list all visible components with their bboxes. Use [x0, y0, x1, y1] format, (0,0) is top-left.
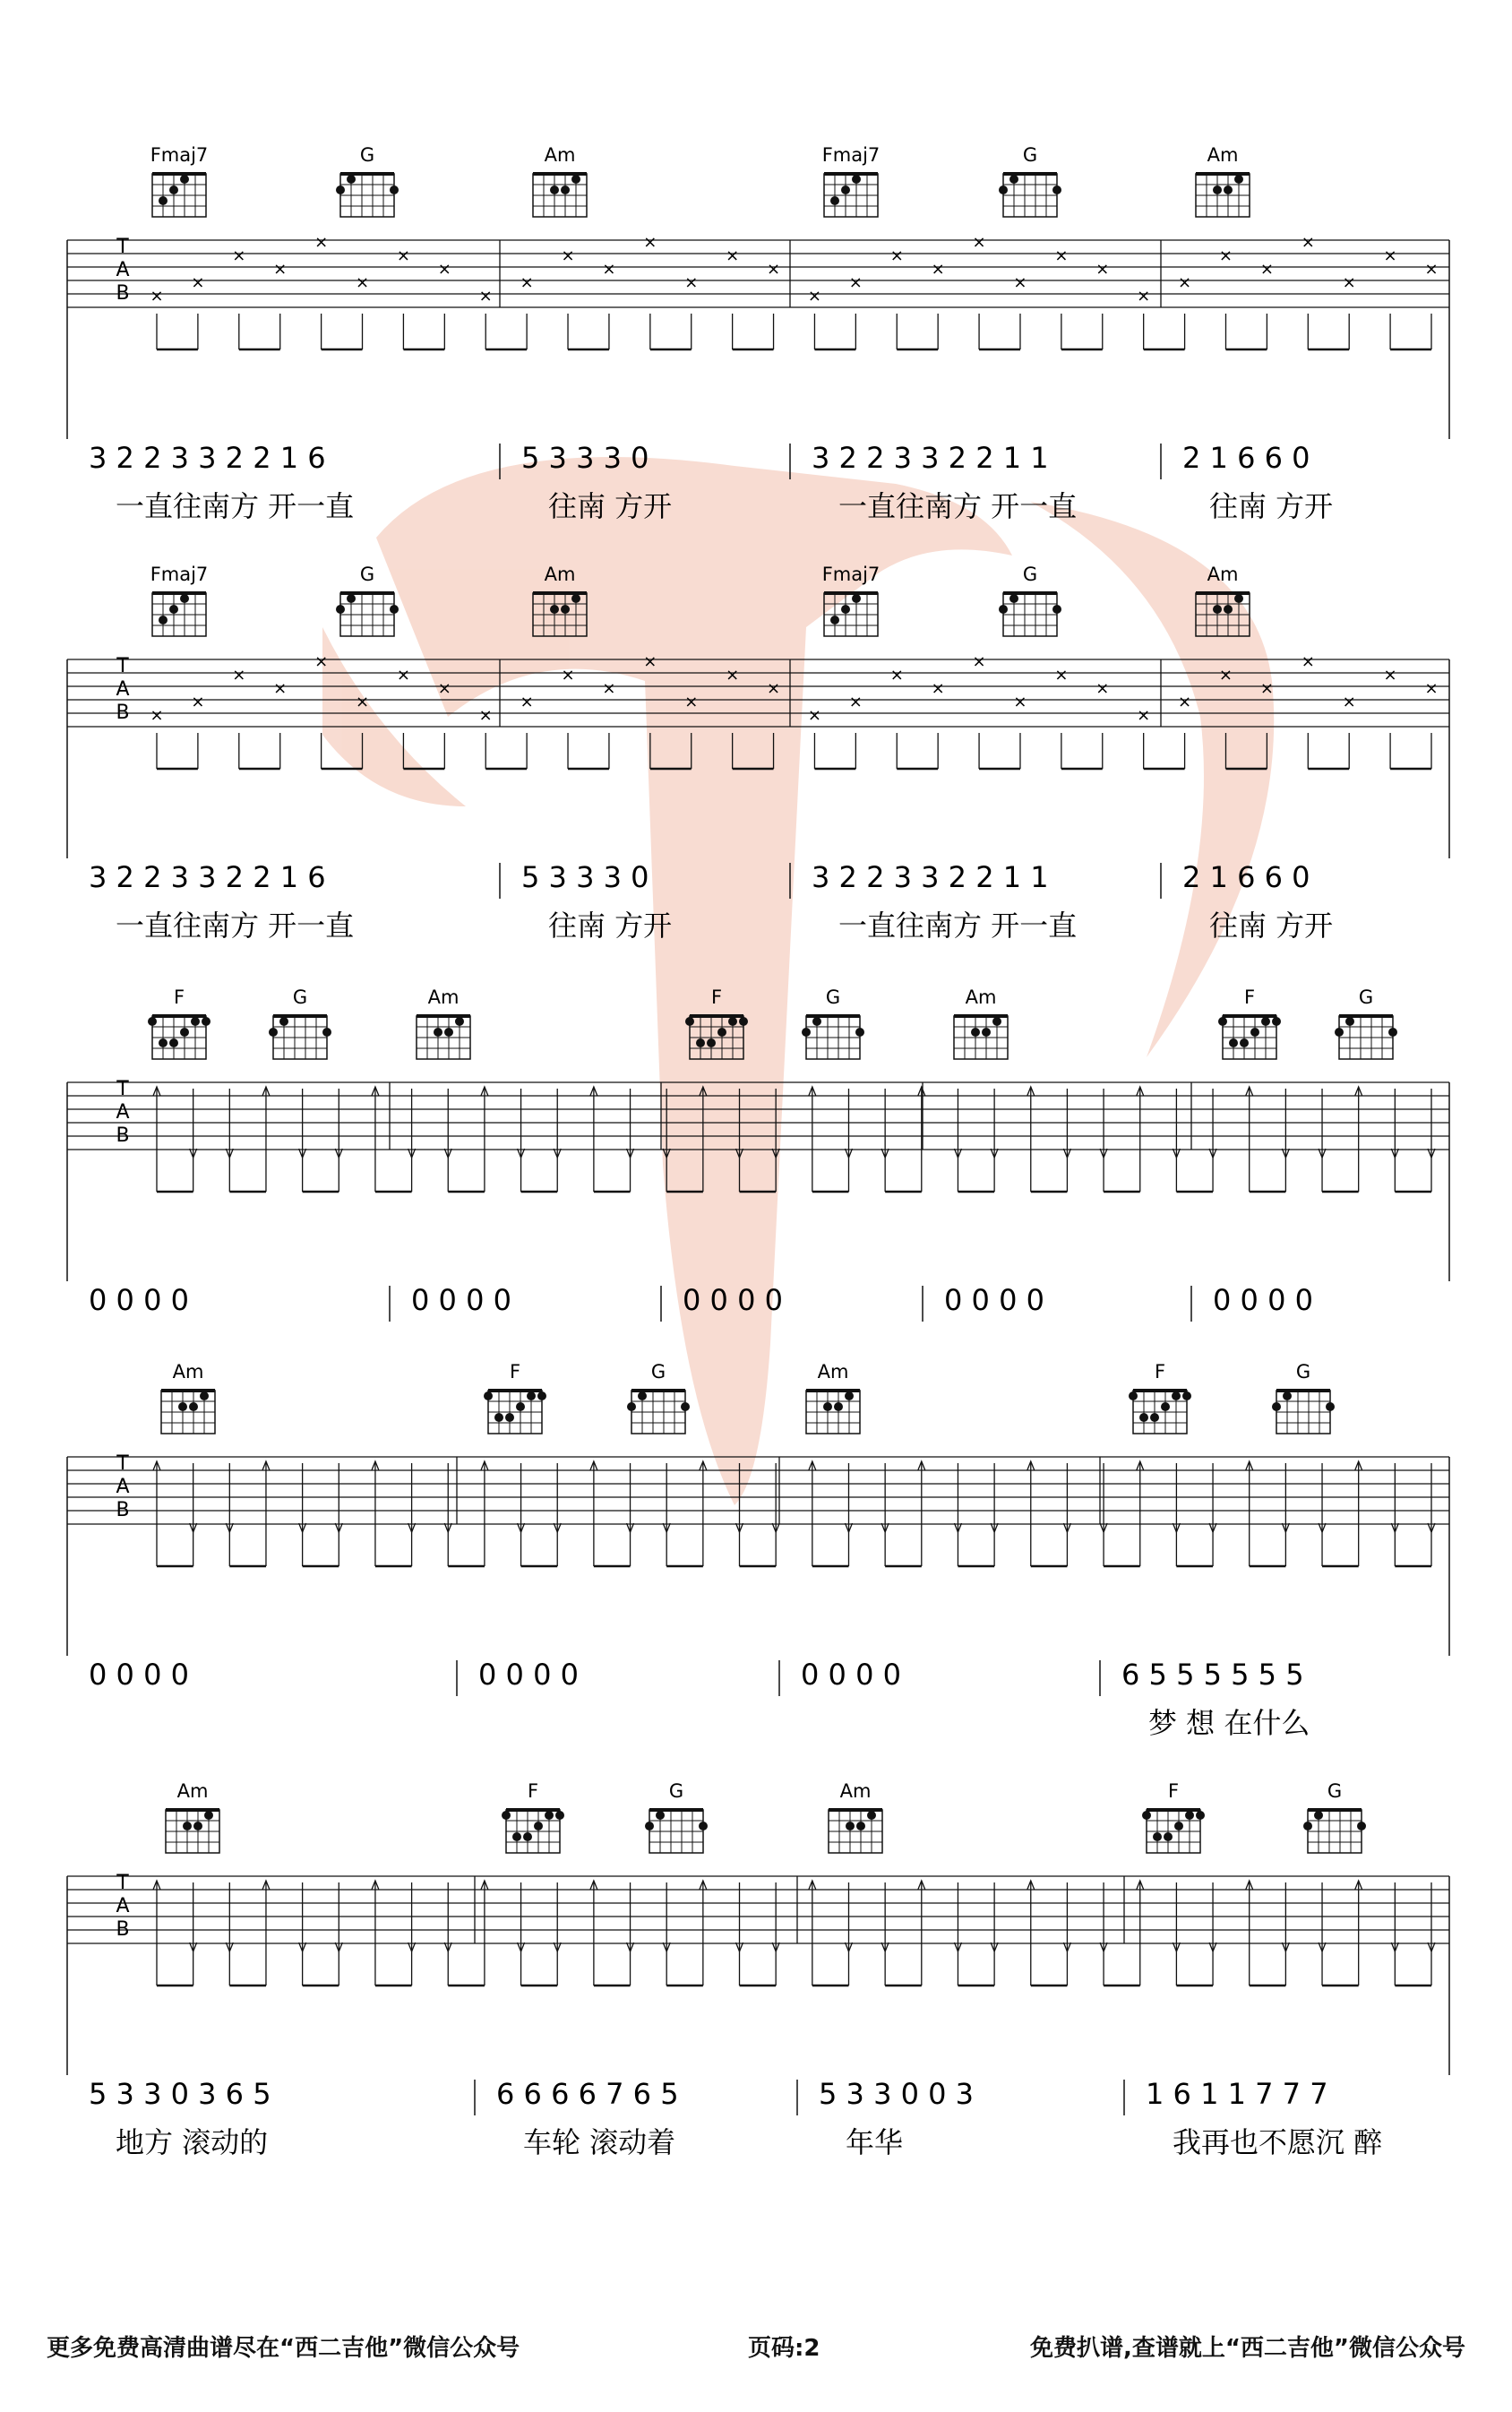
jianpu-notes: 1 6 1 1 7 7 7 — [1146, 2077, 1328, 2111]
chord-name: F — [1154, 1361, 1166, 1383]
finger-dot — [347, 175, 356, 184]
lyrics: 往南 方开 — [1209, 489, 1334, 523]
tab-note-mark: × — [1259, 679, 1274, 698]
finger-dot — [1240, 1038, 1249, 1047]
chord-name: F — [173, 986, 185, 1008]
finger-dot — [169, 185, 178, 194]
finger-dot — [390, 185, 399, 194]
tab-note-mark: × — [150, 287, 164, 306]
finger-dot — [1224, 185, 1233, 194]
finger-dot — [1213, 605, 1222, 614]
tab-note-mark: × — [314, 233, 329, 252]
chord-name: Am — [817, 1361, 849, 1383]
tab-note-mark: × — [889, 666, 904, 685]
jianpu-notes: 3 2 2 3 3 2 2 1 1 — [812, 860, 1049, 894]
chord-name: G — [359, 144, 375, 166]
tab-note-mark: × — [232, 666, 246, 685]
finger-dot — [867, 1811, 876, 1820]
chord-diagram-f — [484, 1361, 546, 1434]
lyrics: 梦 想 在什么 — [1148, 1706, 1310, 1740]
chord-name: Am — [544, 144, 576, 166]
tab-note-mark: × — [726, 246, 740, 265]
chord-name: G — [668, 1780, 684, 1802]
tab-note-mark: × — [1013, 693, 1027, 711]
chord-name: G — [359, 564, 375, 585]
chord-name: G — [1358, 986, 1374, 1008]
finger-dot — [1052, 185, 1061, 194]
tab-note-mark: × — [355, 273, 370, 292]
tab-note-mark: × — [931, 679, 945, 698]
tab-letter: B — [116, 1918, 130, 1941]
tab-note-mark: × — [355, 693, 370, 711]
tab-note-mark: × — [726, 666, 740, 685]
tab-system — [67, 1452, 1449, 1740]
chord-diagram-am — [1196, 144, 1250, 217]
chord-diagram-fmaj7 — [150, 144, 209, 217]
finger-dot — [699, 1822, 708, 1831]
finger-dot — [1335, 1028, 1344, 1037]
jianpu-notes: 3 2 2 3 3 2 2 1 6 — [89, 860, 326, 894]
tab-note-mark: × — [684, 693, 699, 711]
jianpu-notes: 6 5 5 5 5 5 5 — [1121, 1658, 1304, 1692]
finger-dot — [322, 1028, 331, 1037]
finger-dot — [802, 1028, 811, 1037]
finger-dot — [1218, 1017, 1227, 1026]
tab-note-mark: × — [931, 260, 945, 279]
finger-dot — [830, 196, 839, 205]
finger-dot — [484, 1391, 493, 1400]
finger-dot — [739, 1017, 748, 1026]
finger-dot — [627, 1402, 636, 1411]
tab-note-mark: × — [561, 666, 575, 685]
tab-note-mark: × — [848, 693, 863, 711]
jianpu-notes: 0 0 0 0 — [683, 1283, 783, 1317]
tab-note-mark: × — [684, 273, 699, 292]
finger-dot — [148, 1017, 157, 1026]
tab-letter: A — [116, 678, 130, 701]
chord-name: Am — [172, 1361, 204, 1383]
tab-letter: T — [116, 236, 129, 258]
finger-dot — [180, 1028, 189, 1037]
lyrics: 我再也不愿沉 醉 — [1173, 2125, 1383, 2159]
finger-dot — [685, 1017, 694, 1026]
finger-dot — [999, 605, 1008, 614]
lyrics: 往南 方开 — [548, 489, 673, 523]
jianpu-notes: 0 0 0 0 — [1213, 1283, 1313, 1317]
tab-note-mark: × — [1301, 233, 1315, 252]
finger-dot — [638, 1391, 647, 1400]
chord-name: Am — [965, 986, 997, 1008]
finger-dot — [159, 1038, 168, 1047]
chord-diagram-f — [1142, 1780, 1205, 1853]
finger-dot — [1139, 1413, 1148, 1422]
chord-diagram-am — [829, 1780, 882, 1853]
chord-diagram-am — [161, 1361, 215, 1434]
finger-dot — [434, 1028, 442, 1037]
tab-letter: B — [116, 1124, 130, 1147]
finger-dot — [855, 1028, 864, 1037]
finger-dot — [571, 175, 580, 184]
chord-diagram-g — [802, 986, 864, 1059]
finger-dot — [336, 605, 345, 614]
tab-note-mark: × — [561, 246, 575, 265]
tab-note-mark: × — [1218, 246, 1233, 265]
finger-dot — [728, 1017, 737, 1026]
chord-name: F — [1167, 1780, 1180, 1802]
chord-name: G — [825, 986, 841, 1008]
finger-dot — [707, 1038, 716, 1047]
chord-diagram-fmaj7 — [150, 564, 209, 636]
chord-diagram-g — [645, 1780, 708, 1853]
chord-name: G — [1022, 144, 1038, 166]
finger-dot — [523, 1832, 532, 1841]
chord-diagram-am — [954, 986, 1008, 1059]
finger-dot — [516, 1402, 525, 1411]
finger-dot — [971, 1028, 980, 1037]
finger-dot — [159, 616, 168, 625]
tab-note-mark: × — [191, 273, 205, 292]
chord-name: F — [527, 1780, 539, 1802]
finger-dot — [200, 1391, 209, 1400]
finger-dot — [204, 1811, 213, 1820]
tab-note-mark: × — [1054, 666, 1069, 685]
chord-name: F — [509, 1361, 521, 1383]
chord-name: Am — [1207, 564, 1239, 585]
finger-dot — [856, 1822, 865, 1831]
finger-dot — [169, 605, 178, 614]
tab-note-mark: × — [1137, 706, 1151, 725]
tab-note-mark: × — [1424, 260, 1439, 279]
finger-dot — [202, 1017, 210, 1026]
finger-dot — [191, 1017, 200, 1026]
finger-dot — [561, 605, 570, 614]
finger-dot — [455, 1017, 464, 1026]
finger-dot — [841, 185, 850, 194]
lyrics: 一直往南方 开一直 — [116, 489, 355, 523]
tab-note-mark: × — [889, 246, 904, 265]
jianpu-notes: 0 0 0 0 — [89, 1658, 189, 1692]
finger-dot — [1052, 605, 1061, 614]
finger-dot — [1250, 1028, 1259, 1037]
finger-dot — [982, 1028, 991, 1037]
tab-note-mark: × — [478, 706, 493, 725]
chord-diagram-g — [336, 144, 399, 217]
tab-letter: T — [116, 655, 129, 677]
watermark-logo — [322, 457, 1274, 1505]
tab-letter: A — [116, 259, 130, 281]
finger-dot — [1283, 1391, 1292, 1400]
tab-note-mark: × — [273, 260, 288, 279]
finger-dot — [999, 185, 1008, 194]
finger-dot — [336, 185, 345, 194]
finger-dot — [1142, 1811, 1151, 1820]
chord-diagram-am — [417, 986, 470, 1059]
jianpu-notes: 2 1 6 6 0 — [1182, 441, 1310, 475]
finger-dot — [1153, 1832, 1162, 1841]
tab-letter: A — [116, 1476, 130, 1498]
finger-dot — [1234, 594, 1243, 603]
finger-dot — [992, 1017, 1001, 1026]
tab-note-mark: × — [1218, 666, 1233, 685]
jianpu-notes: 2 1 6 6 0 — [1182, 860, 1310, 894]
finger-dot — [1314, 1811, 1323, 1820]
finger-dot — [1009, 175, 1018, 184]
finger-dot — [830, 616, 839, 625]
finger-dot — [812, 1017, 821, 1026]
tab-letter: A — [116, 1895, 130, 1917]
finger-dot — [1326, 1402, 1335, 1411]
tab-letter: T — [116, 1452, 129, 1475]
chord-name: G — [292, 986, 308, 1008]
tab-note-mark: × — [1137, 287, 1151, 306]
finger-dot — [189, 1402, 198, 1411]
tab-note-mark: × — [437, 260, 451, 279]
finger-dot — [180, 175, 189, 184]
chord-diagram-am — [806, 1361, 860, 1434]
chord-diagram-g — [999, 144, 1061, 217]
chord-diagram-g — [269, 986, 331, 1059]
chord-name: G — [650, 1361, 666, 1383]
finger-dot — [279, 1017, 288, 1026]
finger-dot — [193, 1822, 202, 1831]
finger-dot — [561, 185, 570, 194]
jianpu-notes: 0 0 0 0 — [801, 1658, 901, 1692]
chord-name: Fmaj7 — [821, 564, 881, 585]
lyrics: 一直往南方 开一直 — [838, 489, 1078, 523]
finger-dot — [852, 594, 861, 603]
tab-note-mark: × — [643, 652, 657, 671]
tab-note-mark: × — [602, 260, 616, 279]
jianpu-notes: 5 3 3 0 0 3 — [819, 2077, 975, 2111]
jianpu-notes: 0 0 0 0 — [89, 1283, 189, 1317]
chord-diagram-f — [1129, 1361, 1191, 1434]
finger-dot — [1009, 594, 1018, 603]
finger-dot — [846, 1822, 855, 1831]
finger-dot — [845, 1391, 854, 1400]
finger-dot — [1345, 1017, 1354, 1026]
finger-dot — [1172, 1391, 1181, 1400]
footer-right-text: 免费扒谱,查谱就上“西二吉他”微信公众号 — [1029, 2335, 1465, 2362]
jianpu-notes: 3 2 2 3 3 2 2 1 1 — [812, 441, 1049, 475]
tab-note-mark: × — [232, 246, 246, 265]
finger-dot — [512, 1832, 521, 1841]
tab-note-mark: × — [437, 679, 451, 698]
finger-dot — [545, 1811, 554, 1820]
page-number: 页码:2 — [748, 2335, 820, 2362]
finger-dot — [1196, 1811, 1205, 1820]
jianpu-notes: 5 3 3 3 0 — [521, 860, 649, 894]
finger-dot — [1261, 1017, 1270, 1026]
finger-dot — [502, 1811, 511, 1820]
lyrics: 地方 滚动的 — [116, 2125, 269, 2159]
finger-dot — [656, 1811, 665, 1820]
finger-dot — [645, 1822, 654, 1831]
lyrics: 一直往南方 开一直 — [116, 909, 355, 943]
finger-dot — [505, 1413, 514, 1422]
chord-diagram-f — [1218, 986, 1281, 1059]
tab-note-mark: × — [807, 287, 821, 306]
tab-note-mark: × — [643, 233, 657, 252]
tab-letter: T — [116, 1078, 129, 1100]
finger-dot — [1224, 605, 1233, 614]
chord-diagram-f — [502, 1780, 564, 1853]
finger-dot — [183, 1822, 192, 1831]
chord-name: Am — [839, 1780, 872, 1802]
tab-note-mark: × — [1342, 273, 1356, 292]
tab-note-mark: × — [1054, 246, 1069, 265]
finger-dot — [1174, 1822, 1183, 1831]
finger-dot — [834, 1402, 843, 1411]
chord-diagram-g — [627, 1361, 690, 1434]
finger-dot — [178, 1402, 187, 1411]
tab-note-mark: × — [273, 679, 288, 698]
chord-name: Fmaj7 — [150, 564, 209, 585]
tab-note-mark: × — [1259, 260, 1274, 279]
lyrics: 往南 方开 — [1209, 909, 1334, 943]
finger-dot — [1388, 1028, 1397, 1037]
chord-name: Fmaj7 — [150, 144, 209, 166]
tab-note-mark: × — [314, 652, 329, 671]
finger-dot — [1272, 1017, 1281, 1026]
tab-note-mark: × — [150, 706, 164, 725]
finger-dot — [852, 175, 861, 184]
finger-dot — [1182, 1391, 1191, 1400]
tab-note-mark: × — [1342, 693, 1356, 711]
finger-dot — [696, 1038, 705, 1047]
tab-note-mark: × — [191, 693, 205, 711]
finger-dot — [550, 185, 559, 194]
tab-note-mark: × — [396, 666, 410, 685]
jianpu-notes: 0 0 0 0 — [411, 1283, 511, 1317]
tab-note-mark: × — [767, 260, 781, 279]
finger-dot — [494, 1413, 503, 1422]
tab-note-mark: × — [1301, 652, 1315, 671]
finger-dot — [555, 1811, 564, 1820]
tab-note-mark: × — [478, 287, 493, 306]
tab-letter: T — [116, 1872, 129, 1894]
chord-name: Fmaj7 — [821, 144, 881, 166]
finger-dot — [1357, 1822, 1366, 1831]
finger-dot — [681, 1402, 690, 1411]
tab-note-mark: × — [1383, 246, 1397, 265]
finger-dot — [1185, 1811, 1194, 1820]
tab-note-mark: × — [848, 273, 863, 292]
tab-letter: B — [116, 282, 130, 305]
tab-note-mark: × — [1178, 693, 1192, 711]
finger-dot — [347, 594, 356, 603]
finger-dot — [550, 605, 559, 614]
finger-dot — [269, 1028, 278, 1037]
finger-dot — [534, 1822, 543, 1831]
chord-name: Am — [1207, 144, 1239, 166]
lyrics: 年华 — [846, 2125, 904, 2159]
jianpu-notes: 0 0 0 0 — [944, 1283, 1044, 1317]
finger-dot — [444, 1028, 453, 1037]
chord-diagram-am — [166, 1780, 219, 1853]
tab-note-mark: × — [1383, 666, 1397, 685]
chord-diagram-g — [999, 564, 1061, 636]
tab-note-mark: × — [602, 679, 616, 698]
chord-name: G — [1022, 564, 1038, 585]
finger-dot — [823, 1402, 832, 1411]
chord-diagram-g — [1335, 986, 1397, 1059]
jianpu-notes: 0 0 0 0 — [478, 1658, 579, 1692]
finger-dot — [390, 605, 399, 614]
finger-dot — [527, 1391, 536, 1400]
finger-dot — [1272, 1402, 1281, 1411]
jianpu-notes: 3 2 2 3 3 2 2 1 6 — [89, 441, 326, 475]
tab-note-mark: × — [1013, 273, 1027, 292]
finger-dot — [571, 594, 580, 603]
chord-diagram-am — [533, 144, 587, 217]
tab-letter: B — [116, 1499, 130, 1521]
finger-dot — [841, 605, 850, 614]
tab-note-mark: × — [972, 233, 986, 252]
finger-dot — [1164, 1832, 1173, 1841]
chord-diagram-fmaj7 — [822, 144, 881, 217]
finger-dot — [1161, 1402, 1170, 1411]
jianpu-notes: 5 3 3 3 0 — [521, 441, 649, 475]
tab-letter: B — [116, 702, 130, 724]
tab-note-mark: × — [767, 679, 781, 698]
chord-name: G — [1327, 1780, 1343, 1802]
tab-system — [67, 1872, 1449, 2159]
lyrics: 一直往南方 开一直 — [838, 909, 1078, 943]
chord-name: Am — [176, 1780, 209, 1802]
tab-note-mark: × — [1424, 679, 1439, 698]
tab-note-mark: × — [807, 706, 821, 725]
finger-dot — [159, 196, 168, 205]
chord-name: Am — [427, 986, 460, 1008]
finger-dot — [1213, 185, 1222, 194]
chord-name: F — [1243, 986, 1256, 1008]
chord-name: Am — [544, 564, 576, 585]
chord-diagram-g — [1272, 1361, 1335, 1434]
chord-name: F — [710, 986, 723, 1008]
tab-note-mark: × — [972, 652, 986, 671]
finger-dot — [1229, 1038, 1238, 1047]
tab-letter: A — [116, 1101, 130, 1124]
finger-dot — [1150, 1413, 1159, 1422]
tab-note-mark: × — [520, 693, 534, 711]
tab-note-mark: × — [1095, 679, 1110, 698]
finger-dot — [1129, 1391, 1138, 1400]
finger-dot — [1234, 175, 1243, 184]
tab-note-mark: × — [520, 273, 534, 292]
finger-dot — [169, 1038, 178, 1047]
chord-name: G — [1295, 1361, 1311, 1383]
tab-note-mark: × — [396, 246, 410, 265]
finger-dot — [537, 1391, 546, 1400]
jianpu-notes: 6 6 6 6 7 6 5 — [496, 2077, 679, 2111]
chord-diagram-f — [148, 986, 210, 1059]
finger-dot — [717, 1028, 726, 1037]
lyrics: 车轮 滚动着 — [523, 2125, 676, 2159]
chord-diagram-g — [336, 564, 399, 636]
jianpu-notes: 5 3 3 0 3 6 5 — [89, 2077, 271, 2111]
footer-left-text: 更多免费高清曲谱尽在“西二吉他”微信公众号 — [47, 2335, 520, 2362]
tab-note-mark: × — [1095, 260, 1110, 279]
lyrics: 往南 方开 — [548, 909, 673, 943]
tab-note-mark: × — [1178, 273, 1192, 292]
finger-dot — [180, 594, 189, 603]
finger-dot — [1303, 1822, 1312, 1831]
chord-diagram-g — [1303, 1780, 1366, 1853]
